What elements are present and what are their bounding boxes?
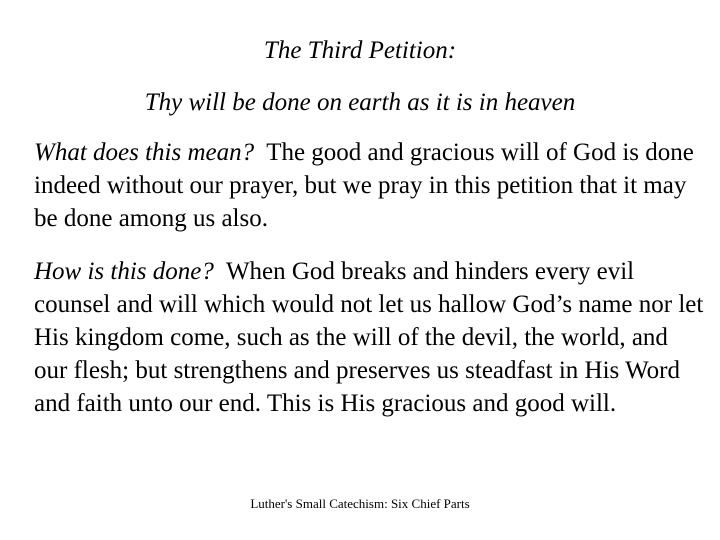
question-label: How is this done?	[34, 258, 214, 285]
section-what-does-this-mean	[34, 136, 704, 235]
slide-title: The Third Petition:	[263, 37, 457, 64]
footer-caption: Luther's Small Catechism: Six Chief Parts	[250, 496, 470, 511]
section-how-is-this-done	[34, 255, 704, 420]
petition-text: Thy will be done on earth as it is in heaven	[144, 89, 576, 116]
answer-text: The good and gracious will of God is done indeed without our prayer, but we pray in this petition that it may be done among us also.	[34, 139, 694, 232]
question-label: What does this mean?	[34, 139, 255, 166]
answer-text: When God breaks and hinders every evil counsel and will which would not let us hallow God’s name nor let His kingdom come, such as the will of the devil, the world, and our flesh; but strengthens and preserves us steadfast in His Word and faith unto our end. This is His gracious and good will.	[34, 258, 704, 417]
